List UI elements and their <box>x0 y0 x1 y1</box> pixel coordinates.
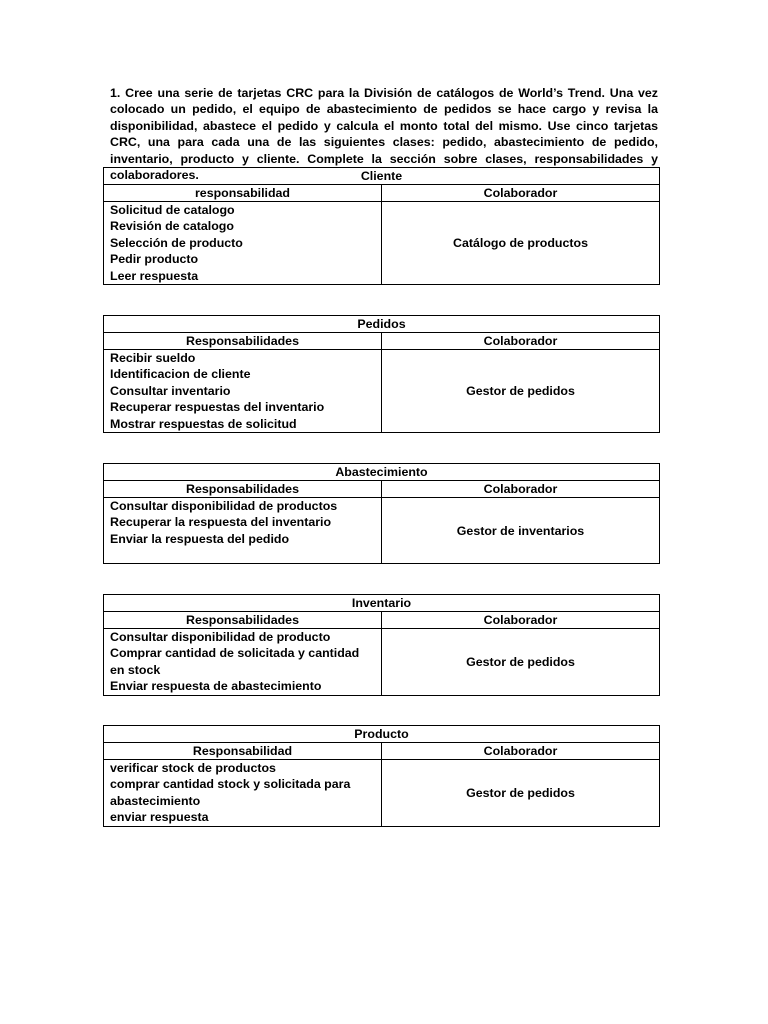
crc-card-pedidos <box>103 315 660 433</box>
responsibilities-list <box>104 498 382 564</box>
collaborator-value: Gestor de inventarios <box>382 498 660 564</box>
collaborator-value: Catálogo de productos <box>382 202 660 285</box>
collaborator-value: Gestor de pedidos <box>382 350 660 433</box>
responsibilities-list <box>104 629 382 696</box>
responsibility-item: Enviar respuesta de abastecimiento <box>110 679 322 694</box>
responsibility-item: Consultar disponibilidad de productos <box>110 499 338 513</box>
crc-card-inventario <box>103 594 660 696</box>
card-title: Inventario <box>104 595 660 612</box>
card-title: Producto <box>104 726 660 743</box>
responsibility-item: Leer respuesta <box>110 268 199 283</box>
responsibilities-header: responsabilidad <box>104 185 382 202</box>
responsibilities-header: Responsabilidades <box>104 333 382 350</box>
collaborator-header: Colaborador <box>382 612 660 629</box>
responsibility-item: Recuperar respuestas del inventario <box>110 400 325 415</box>
card-title: Pedidos <box>104 316 660 333</box>
collaborator-header: Colaborador <box>382 333 660 350</box>
responsibilities-list <box>104 350 382 433</box>
responsibilities-header: Responsabilidades <box>104 481 382 498</box>
responsibilities-list <box>104 202 382 285</box>
card-title: Cliente <box>104 168 660 185</box>
crc-card-abastecimiento <box>103 463 660 564</box>
responsibility-item: Recuperar la respuesta del inventario <box>110 515 332 530</box>
responsibility-item: Selección de producto <box>110 235 243 250</box>
responsibility-item: Consultar disponibilidad de producto <box>110 630 331 644</box>
responsibility-item: Consultar inventario <box>110 383 231 398</box>
responsibility-item: verificar stock de productos <box>110 761 276 775</box>
responsibilities-header: Responsabilidad <box>104 743 382 760</box>
collaborator-header: Colaborador <box>382 743 660 760</box>
responsibility-item: enviar respuesta <box>110 810 209 825</box>
intro-paragraph: 1. Cree una serie de tarjetas CRC para la División de catálogos de World’s Trend. Una vez colocado un pedido, el equipo de abastecimiento de pedidos se hace cargo y revisa la disponibilidad, abastece el pedido y calcula el monto total del mismo. Use cinco tarjetas CRC, una para cada una de las siguientes clases: pedido, abastecimiento de pedido, inventario, producto y cliente. Complete la sección sobre clases, responsabilidades y colaboradores. <box>110 86 658 183</box>
crc-card-producto <box>103 725 660 827</box>
collaborator-value: Gestor de pedidos <box>382 760 660 827</box>
responsibility-item: Enviar la respuesta del pedido <box>110 531 290 546</box>
card-title: Abastecimiento <box>104 464 660 481</box>
responsibility-item: Solicitud de catalogo <box>110 203 235 217</box>
responsibility-item: Recibir sueldo <box>110 351 196 365</box>
collaborator-header: Colaborador <box>382 481 660 498</box>
responsibility-item: Revisión de catalogo <box>110 219 234 234</box>
responsibilities-list <box>104 760 382 827</box>
responsibilities-header: Responsabilidades <box>104 612 382 629</box>
collaborator-header: Colaborador <box>382 185 660 202</box>
responsibility-item: Comprar cantidad de solicitada y cantidad en stock <box>110 646 360 677</box>
responsibility-item: comprar cantidad stock y solicitada para abastecimiento <box>110 777 351 808</box>
collaborator-value: Gestor de pedidos <box>382 629 660 696</box>
responsibility-item: Pedir producto <box>110 252 199 267</box>
crc-card-cliente <box>103 167 660 285</box>
responsibility-item: Mostrar respuestas de solicitud <box>110 416 297 431</box>
responsibility-item: Identificacion de cliente <box>110 367 251 382</box>
